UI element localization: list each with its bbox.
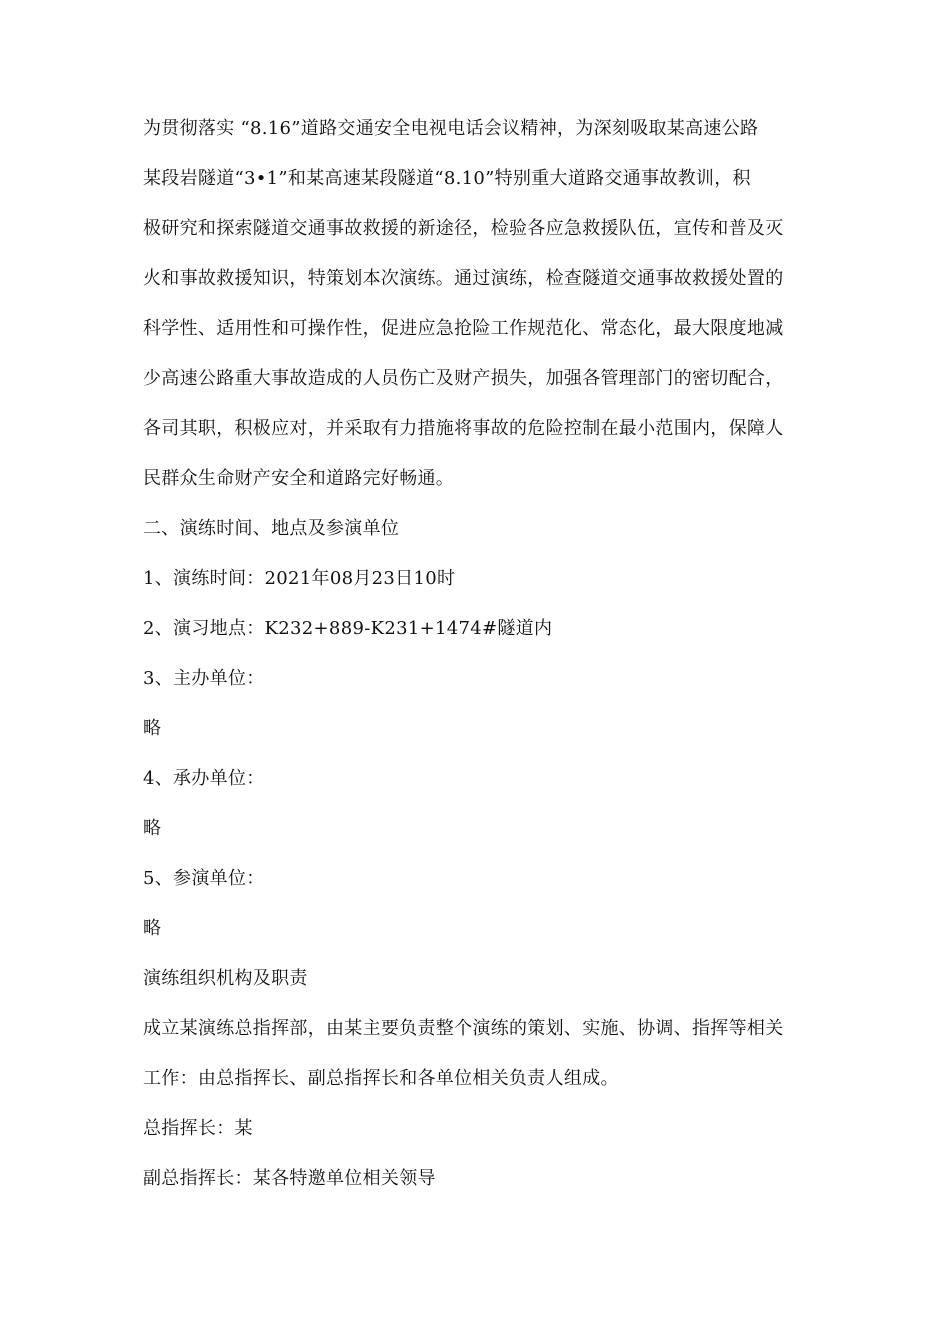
intro-line: 某段岩隧道“3•1”和某高速某段隧道“8.10”特别重大道路交通事故教训，积 [143,168,751,189]
intro-line: 火和事故救援知识，特策划本次演练。通过演练，检查隧道交通事故救援处置的 [143,268,784,289]
intro-paragraph [143,104,828,504]
participants-value: 略 [143,918,162,939]
intro-line: 少高速公路重大事故造成的人员伤亡及财产损失，加强各管理部门的密切配合， [143,368,784,389]
deputy-commander-line: 副总指挥长：某各特邀单位相关领导 [143,1168,436,1189]
organization-line: 工作：由总指挥长、副总指挥长和各单位相关负责人组成。 [143,1068,619,1089]
organization-heading: 演练组织机构及职责 [143,968,308,989]
undertaker-label: 4、承办单位： [143,768,265,789]
organizer-label: 3、主办单位： [143,668,265,689]
intro-line: 各司其职，积极应对，并采取有力措施将事故的危险控制在最小范围内，保障人 [143,418,784,439]
commander-line: 总指挥长：某 [143,1118,253,1139]
drill-location: 2、演习地点：K232+889-K231+1474#隧道内 [143,618,553,639]
section-two-heading: 二、演练时间、地点及参演单位 [143,518,400,539]
intro-line: 为贯彻落实 “8.16”道路交通安全电视电话会议精神，为深刻吸取某高速公路 [143,118,759,139]
document-body [143,104,828,1204]
drill-time: 1、演练时间：2021年08月23日10时 [143,568,456,589]
intro-line: 极研究和探索隧道交通事故救援的新途径，检验各应急救援队伍，宣传和普及灭 [143,218,784,239]
undertaker-value: 略 [143,818,162,839]
organizer-value: 略 [143,718,162,739]
participants-label: 5、参演单位： [143,868,265,889]
organization-description [143,1004,828,1104]
organization-line: 成立某演练总指挥部，由某主要负责整个演练的策划、实施、协调、指挥等相关 [143,1018,784,1039]
intro-line: 民群众生命财产安全和道路完好畅通。 [143,468,455,489]
intro-line: 科学性、适用性和可操作性，促进应急抢险工作规范化、常态化，最大限度地减 [143,318,784,339]
